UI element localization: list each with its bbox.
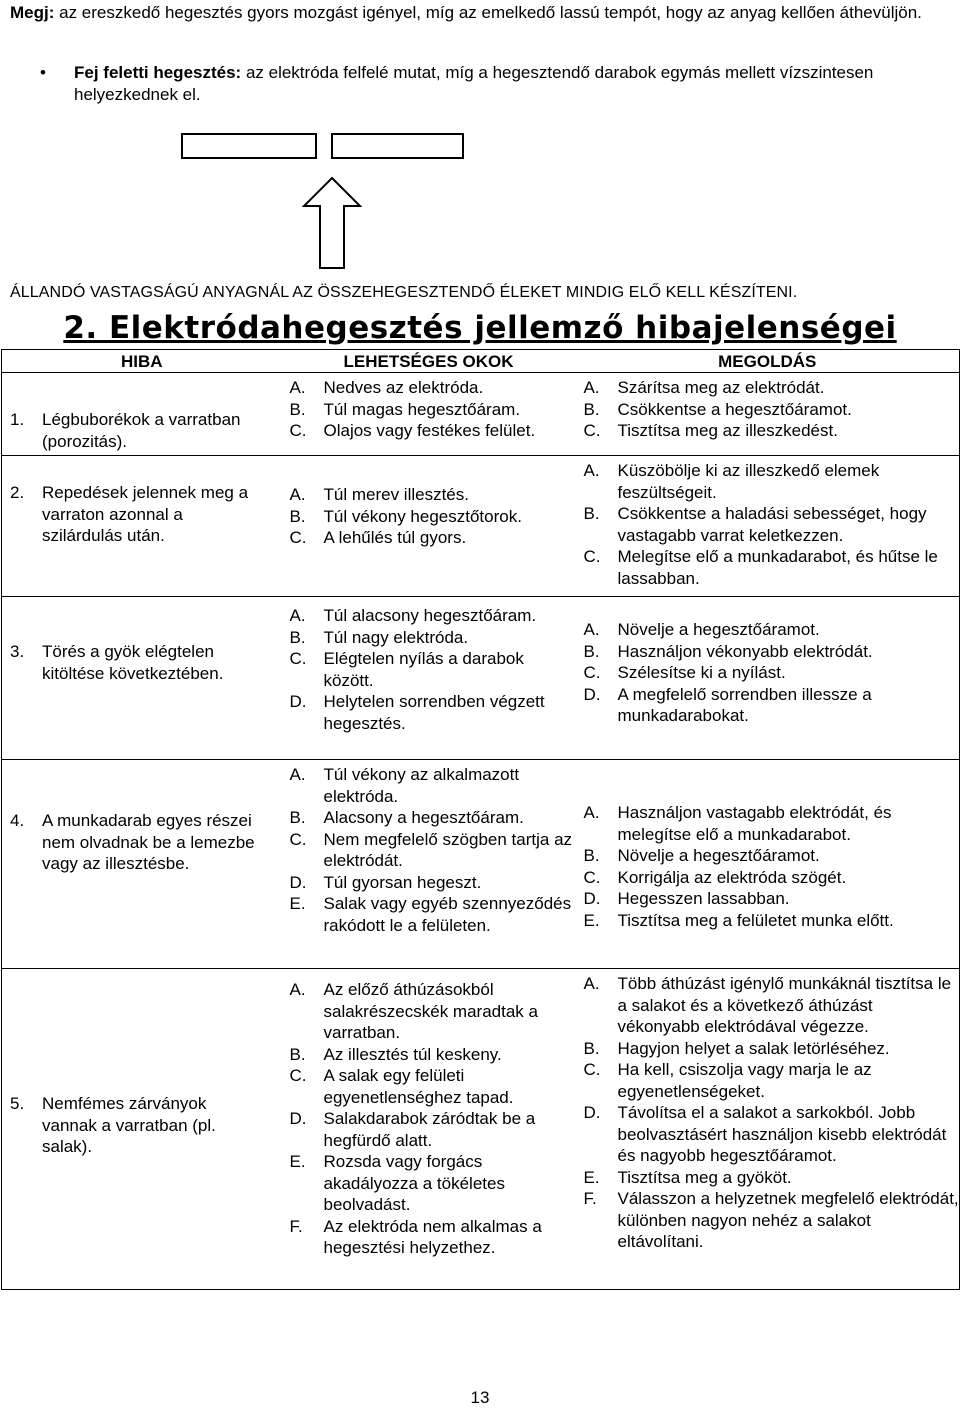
defect-number: 4.	[10, 811, 25, 830]
cause-item-letter: D.	[289, 872, 307, 892]
cause-item-text: Nem megfelelő szögben tartja az elektródát.	[323, 829, 573, 870]
cause-item	[290, 893, 576, 936]
solution-item-text: Csökkentse a hegesztőáramot.	[617, 399, 852, 419]
solution-item	[584, 802, 960, 845]
bullet-body: az elektróda felfelé mutat, míg a hegesztendő darabok egymás mellett vízszintesen helyezkednek el.	[74, 63, 874, 104]
defect-description: Légbuborékok a varratban (porozitás).	[42, 410, 241, 451]
defect-number: 3.	[10, 642, 25, 661]
cause-item	[290, 648, 576, 691]
bullet-text	[74, 62, 924, 106]
solution-item-text: Válasszon a helyzetnek megfelelő elektródát, különben nagyon nehéz a salakot eltávolítani.	[617, 1189, 959, 1251]
solution-item	[584, 867, 960, 889]
solution-item-letter: A.	[583, 461, 600, 480]
solution-item-text: Hegesszen lassabban.	[617, 889, 790, 908]
solution-item-text: Szélesítse ki a nyílást.	[617, 663, 786, 682]
cause-item-text: Az előző áthúzásokból salakrészecskék maradtak a varratban.	[323, 980, 538, 1042]
solution-item-text: Tisztítsa meg a felületet munka előtt.	[617, 910, 894, 930]
cause-item	[290, 1065, 576, 1108]
solution-item-letter: C.	[583, 421, 601, 440]
cause-item-letter: B.	[289, 627, 306, 647]
solution-item	[584, 662, 960, 684]
solution-item-text: Melegítse elő a munkadarabot, és hűtse le lassabban.	[617, 547, 938, 588]
defect-description: Törés a gyök elégtelen kitöltése következtében.	[42, 642, 224, 683]
welding-defects-table	[1, 349, 960, 1290]
solution-item-text: Távolítsa el a salakot a sarkokból. Jobb beolvasztásért használjon kisebb elektródát és nagyobb hegesztőáramot.	[617, 1103, 947, 1165]
cause-item-letter: A.	[289, 606, 306, 625]
cause-item-text: Elégtelen nyílás a darabok között.	[323, 649, 524, 690]
table-row	[2, 969, 960, 1290]
solution-item-letter: E.	[583, 910, 600, 930]
solution-item-text: Használjon vékonyabb elektródát.	[617, 641, 873, 661]
solution-item-text: Növelje a hegesztőáramot.	[617, 620, 820, 639]
cause-item	[290, 420, 576, 442]
header-megoldas: MEGOLDÁS	[576, 350, 960, 373]
table-row	[2, 760, 960, 969]
solution-item	[584, 641, 960, 663]
solution-item-text: Csökkentse a haladási sebességet, hogy vastagabb varrat keletkezzen.	[617, 504, 927, 545]
cause-item	[290, 506, 576, 528]
header-okok: LEHETSÉGES OKOK	[282, 350, 576, 373]
cause-item-letter: C.	[289, 649, 307, 668]
cause-item-letter: C.	[289, 829, 307, 849]
solution-item	[584, 845, 960, 867]
solution-item	[584, 1038, 960, 1060]
cause-item-letter: D.	[289, 1109, 307, 1128]
cause-item-text: Túl vékony hegesztőtorok.	[323, 506, 522, 526]
defect-number: 5.	[10, 1094, 25, 1113]
defect-description: Nemfémes zárványok vannak a varratban (pl. salak).	[42, 1094, 216, 1156]
upward-arrow-icon	[302, 176, 362, 275]
cause-item-letter: B.	[289, 1044, 306, 1064]
cause-item-letter: A.	[289, 980, 306, 999]
solution-item-letter: C.	[583, 867, 601, 887]
workpiece-plate-right	[331, 133, 464, 159]
cause-item-letter: B.	[289, 399, 306, 419]
header-hiba: HIBA	[2, 350, 282, 373]
cause-item-text: Túl magas hegesztőáram.	[323, 399, 521, 419]
solution-item-text: Tisztítsa meg a gyököt.	[617, 1167, 792, 1187]
cause-item-text: A salak egy felületi egyenetlenséghez tapad.	[323, 1066, 514, 1107]
defect-number: 2.	[10, 483, 25, 502]
solution-item-letter: B.	[583, 846, 600, 865]
solution-item-text: Hagyjon helyet a salak letörléséhez.	[617, 1038, 890, 1058]
note-text: az ereszkedő hegesztés gyors mozgást igényel, míg az emelkedő lassú tempót, hogy az anyag kellően áthevüljön.	[54, 3, 922, 22]
cause-item-text: Salak vagy egyéb szennyeződés rakódott le a felületen.	[323, 894, 572, 935]
solution-item	[584, 546, 960, 589]
solution-item-letter: B.	[583, 1038, 600, 1058]
bullet-dot-icon: •	[40, 63, 46, 82]
defect-cell	[2, 760, 282, 969]
cause-item-text: A lehűlés túl gyors.	[323, 528, 467, 547]
solution-item-letter: D.	[583, 684, 601, 704]
cause-item	[290, 399, 576, 421]
cause-cell	[282, 969, 576, 1290]
cause-item-text: Nedves az elektróda.	[323, 378, 484, 397]
cause-item-letter: C.	[289, 528, 307, 547]
cause-item-letter: C.	[289, 421, 307, 440]
cause-item-text: Helytelen sorrendben végzett hegesztés.	[323, 692, 545, 733]
cause-item	[290, 377, 576, 399]
solution-item-text: Szárítsa meg az elektródát.	[617, 378, 825, 397]
solution-item	[584, 420, 960, 442]
cause-item-text: Túl alacsony hegesztőáram.	[323, 606, 537, 625]
table-row	[2, 456, 960, 597]
solution-cell	[576, 597, 960, 760]
defect-cell	[2, 373, 282, 456]
bullet-label: Fej feletti hegesztés:	[74, 63, 242, 82]
cause-item	[290, 627, 576, 649]
solution-item-text: Korrigálja az elektróda szögét.	[617, 867, 847, 887]
cause-item-text: Az elektróda nem alkalmas a hegesztési helyzethez.	[323, 1216, 542, 1257]
cause-item-letter: F.	[289, 1216, 303, 1236]
solution-item-letter: A.	[583, 620, 600, 639]
cause-item-text: Salakdarabok záródtak be a hegfürdő alatt.	[323, 1109, 536, 1150]
cause-cell	[282, 597, 576, 760]
solution-item-letter: D.	[583, 889, 601, 908]
solution-item-text: Ha kell, csiszolja vagy marja le az egyenetlenségeket.	[617, 1060, 872, 1101]
table-row	[2, 597, 960, 760]
section-heading: 2. Elektródahegesztés jellemző hibajelenségei	[63, 310, 897, 346]
cause-item	[290, 979, 576, 1044]
defect-cell	[2, 597, 282, 760]
cause-item-letter: A.	[289, 485, 306, 504]
solution-item	[584, 1102, 960, 1167]
solution-item-letter: A.	[583, 974, 600, 993]
cause-item-text: Olajos vagy festékes felület.	[323, 421, 536, 440]
solution-item-letter: A.	[583, 803, 600, 822]
cause-item-text: Túl gyorsan hegeszt.	[323, 872, 482, 892]
solution-item	[584, 973, 960, 1038]
solution-item	[584, 377, 960, 399]
cause-item-letter: E.	[289, 1152, 306, 1171]
solution-item-letter: A.	[583, 378, 600, 397]
solution-item	[584, 888, 960, 910]
cause-item-letter: D.	[289, 692, 307, 711]
solution-item-text: Több áthúzást igénylő munkáknál tisztítsa le a salakot és a következő áthúzást vékonyabb elektródával végezze.	[617, 974, 952, 1036]
defect-description: A munkadarab egyes részei nem olvadnak be a lemezbe vagy az illesztésbe.	[42, 811, 255, 873]
cause-item	[290, 829, 576, 872]
defect-cell	[2, 969, 282, 1290]
cause-item	[290, 484, 576, 506]
solution-item-letter: B.	[583, 504, 600, 523]
solution-cell	[576, 969, 960, 1290]
solution-item	[584, 684, 960, 727]
cause-item	[290, 1108, 576, 1151]
solution-item-text: A megfelelő sorrendben illessze a munkadarabokat.	[617, 684, 872, 725]
cause-item-letter: A.	[289, 378, 306, 397]
cause-item-text: Túl nagy elektróda.	[323, 627, 469, 647]
solution-item	[584, 460, 960, 503]
solution-item-letter: C.	[583, 547, 601, 566]
cause-item	[290, 807, 576, 829]
cause-item-letter: C.	[289, 1066, 307, 1085]
solution-item-letter: B.	[583, 399, 600, 419]
defect-number: 1.	[10, 410, 25, 429]
solution-item-text: Használjon vastagabb elektródát, és melegítse elő a munkadarabot.	[617, 803, 892, 844]
cause-item-letter: B.	[289, 506, 306, 526]
solution-item-letter: E.	[583, 1167, 600, 1187]
cause-item-text: Alacsony a hegesztőáram.	[323, 808, 524, 827]
solution-item-text: Növelje a hegesztőáramot.	[617, 846, 820, 865]
solution-item-letter: F.	[583, 1189, 597, 1208]
solution-cell	[576, 373, 960, 456]
cause-item-text: Túl merev illesztés.	[323, 485, 469, 504]
cause-cell	[282, 760, 576, 969]
solution-item	[584, 619, 960, 641]
solution-item-letter: D.	[583, 1103, 601, 1122]
defect-description: Repedések jelennek meg a varraton azonnal a szilárdulás után.	[42, 483, 249, 545]
solution-cell	[576, 456, 960, 597]
cause-item-text: Az illesztés túl keskeny.	[323, 1044, 502, 1064]
cause-item	[290, 1151, 576, 1216]
cause-cell	[282, 456, 576, 597]
cause-item-text: Túl vékony az alkalmazott elektróda.	[323, 765, 520, 806]
cause-item	[290, 691, 576, 734]
page-number: 13	[470, 1388, 490, 1407]
workpiece-plate-left	[181, 133, 317, 159]
solution-item-letter: B.	[583, 641, 600, 661]
defect-cell	[2, 456, 282, 597]
solution-item	[584, 399, 960, 421]
solution-cell	[576, 760, 960, 969]
cause-item-letter: E.	[289, 894, 306, 913]
cause-item	[290, 872, 576, 894]
cause-item-letter: A.	[289, 765, 306, 784]
solution-item-text: Küszöbölje ki az illeszkedő elemek feszültségeit.	[617, 461, 880, 502]
cause-cell	[282, 373, 576, 456]
solution-item-letter: C.	[583, 663, 601, 682]
edge-preparation-note: ÁLLANDÓ VASTAGSÁGÚ ANYAGNÁL AZ ÖSSZEHEGESZTENDŐ ÉLEKET MINDIG ELŐ KELL KÉSZÍTENI.	[10, 284, 798, 301]
cause-item	[290, 605, 576, 627]
note-label: Megj:	[10, 3, 55, 22]
solution-item	[584, 1188, 960, 1253]
solution-item	[584, 910, 960, 932]
solution-item	[584, 503, 960, 546]
cause-item-text: Rozsda vagy forgács akadályozza a tökéletes beolvadást.	[323, 1152, 505, 1214]
cause-item	[290, 764, 576, 807]
solution-item	[584, 1167, 960, 1189]
cause-item	[290, 527, 576, 549]
table-row	[2, 373, 960, 456]
note-paragraph	[10, 2, 940, 24]
solution-item	[584, 1059, 960, 1102]
cause-item	[290, 1216, 576, 1259]
cause-item	[290, 1044, 576, 1066]
solution-item-letter: C.	[583, 1060, 601, 1079]
solution-item-text: Tisztítsa meg az illeszkedést.	[617, 421, 838, 440]
cause-item-letter: B.	[289, 808, 306, 827]
